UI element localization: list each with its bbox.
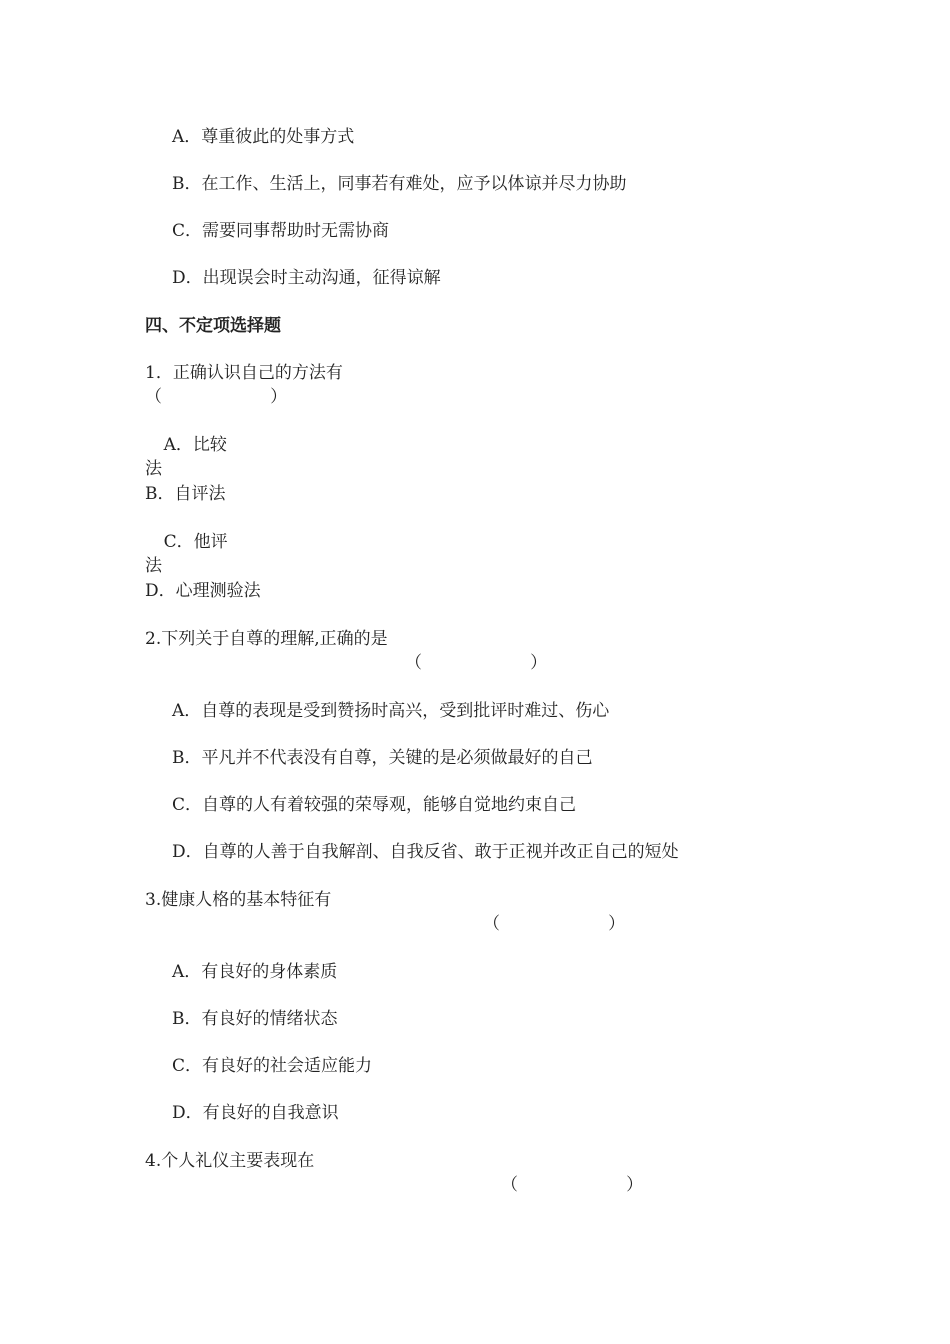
q4-stem: 4.个人礼仪主要表现在 <box>145 1151 315 1171</box>
q3-option-d: D．有良好的自我意识 <box>172 1103 339 1123</box>
q1-answer-blank: （ ） <box>145 387 288 407</box>
q3-option-c: C．有良好的社会适应能力 <box>172 1056 373 1076</box>
q2-option-a: A．自尊的表现是受到赞扬时高兴，受到批评时难过、伤心 <box>172 701 610 721</box>
q1-option-c: C．他评 <box>142 532 228 552</box>
q4-answer-blank: （ ） <box>501 1175 644 1195</box>
q3-stem: 3.健康人格的基本特征有 <box>145 890 332 910</box>
q3-option-a: A．有良好的身体素质 <box>172 962 338 982</box>
q2-option-c: C．自尊的人有着较强的荣辱观，能够自觉地约束自己 <box>172 795 577 815</box>
q2-option-d: D．自尊的人善于自我解剖、自我反省、敢于正视并改正自己的短处 <box>172 842 679 862</box>
q1-option-a: A．比较 <box>142 435 227 455</box>
q1-option-b: B．自评法 <box>145 484 226 504</box>
q2-answer-blank: （ ） <box>405 653 548 673</box>
q1-stem: 1．正确认识自己的方法有 <box>145 363 343 383</box>
q1-option-d: D．心理测验法 <box>145 581 261 601</box>
q3-option-b: B．有良好的情绪状态 <box>172 1009 338 1029</box>
q3-answer-blank: （ ） <box>483 914 626 934</box>
prev-option-b: B．在工作、生活上，同事若有难处，应予以体谅并尽力协助 <box>172 174 627 194</box>
prev-option-d: D．出现误会时主动沟通，征得谅解 <box>172 268 441 288</box>
prev-option-a: A．尊重彼此的处事方式 <box>172 127 355 147</box>
prev-option-c: C．需要同事帮助时无需协商 <box>172 221 390 241</box>
section-title: 四、不定项选择题 <box>145 316 281 336</box>
q1-option-a-wrap: 法 <box>145 459 162 479</box>
q1-option-c-wrap: 法 <box>145 556 162 576</box>
q2-stem: 2.下列关于自尊的理解,正确的是 <box>145 629 388 649</box>
q2-option-b: B．平凡并不代表没有自尊，关键的是必须做最好的自己 <box>172 748 593 768</box>
